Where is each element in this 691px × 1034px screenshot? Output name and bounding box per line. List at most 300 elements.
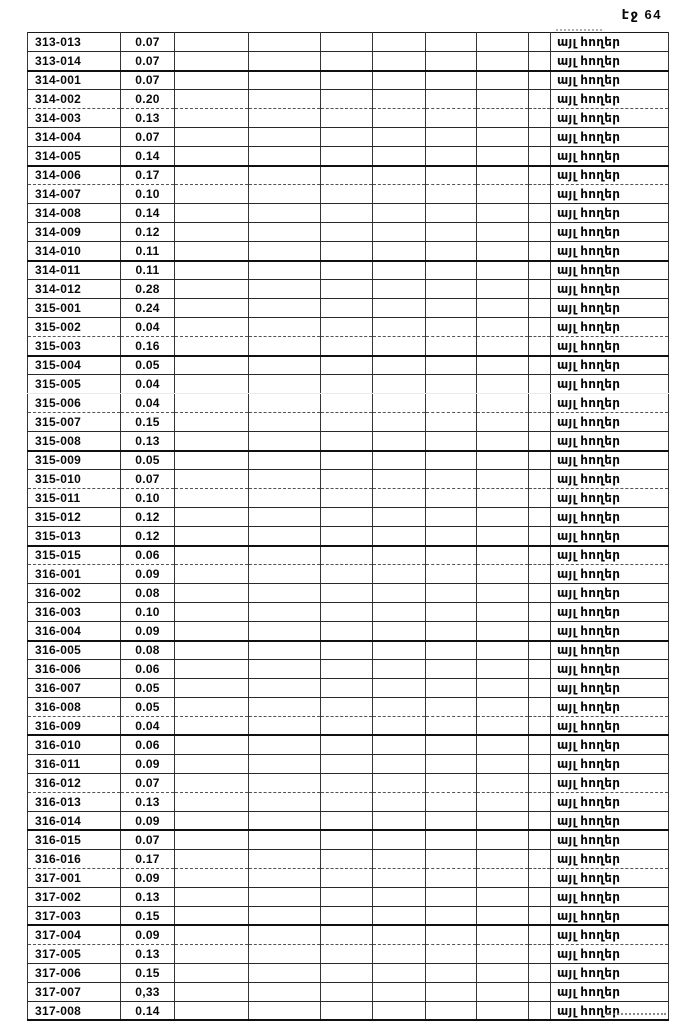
empty-cell	[373, 735, 426, 754]
empty-cell	[249, 33, 321, 52]
empty-cell	[426, 109, 477, 128]
empty-cell	[373, 755, 426, 774]
empty-cell	[249, 526, 321, 545]
empty-cell	[175, 71, 249, 90]
area-value-cell: 0.07	[121, 830, 175, 849]
empty-cell	[373, 166, 426, 185]
empty-cell	[529, 697, 551, 716]
empty-cell	[321, 412, 373, 431]
empty-cell	[175, 241, 249, 260]
empty-cell	[477, 1001, 529, 1020]
empty-cell	[249, 241, 321, 260]
table-row	[28, 166, 669, 185]
empty-cell	[529, 584, 551, 603]
empty-cell	[175, 945, 249, 964]
empty-cell	[175, 697, 249, 716]
empty-cell	[249, 51, 321, 70]
empty-cell	[426, 90, 477, 109]
area-value-cell: 0,33	[121, 982, 175, 1001]
empty-cell	[373, 546, 426, 565]
empty-cell	[373, 925, 426, 944]
land-type-cell: այլ հողեր	[551, 621, 669, 640]
empty-cell	[249, 546, 321, 565]
empty-cell	[373, 660, 426, 679]
empty-cell	[373, 470, 426, 489]
empty-cell	[321, 887, 373, 906]
area-value-cell: 0.17	[121, 850, 175, 869]
empty-cell	[529, 887, 551, 906]
empty-cell	[249, 565, 321, 584]
area-value-cell: 0.04	[121, 375, 175, 394]
empty-cell	[477, 299, 529, 318]
empty-cell	[321, 166, 373, 185]
land-type-cell: այլ հողեր	[551, 375, 669, 394]
area-value-cell: 0.20	[121, 90, 175, 109]
table-row	[28, 280, 669, 299]
empty-cell	[175, 146, 249, 165]
land-type-cell: այլ հողեր	[551, 964, 669, 983]
scan-bleed-mark	[556, 27, 602, 31]
land-type-cell: այլ հողեր	[551, 565, 669, 584]
land-type-cell: այլ հողեր	[551, 755, 669, 774]
empty-cell	[175, 774, 249, 793]
empty-cell	[175, 526, 249, 545]
land-type-cell: այլ հողեր	[551, 792, 669, 811]
empty-cell	[175, 925, 249, 944]
empty-cell	[477, 869, 529, 888]
empty-cell	[426, 830, 477, 849]
land-type-cell: այլ հողեր	[551, 869, 669, 888]
empty-cell	[529, 906, 551, 925]
empty-cell	[321, 716, 373, 735]
land-type-cell: այլ հողեր	[551, 241, 669, 260]
empty-cell	[321, 830, 373, 849]
empty-cell	[249, 641, 321, 660]
empty-cell	[529, 336, 551, 355]
area-value-cell: 0.09	[121, 621, 175, 640]
empty-cell	[477, 602, 529, 621]
table-row	[28, 109, 669, 128]
empty-cell	[477, 451, 529, 470]
empty-cell	[175, 90, 249, 109]
empty-cell	[175, 906, 249, 925]
empty-cell	[175, 641, 249, 660]
empty-cell	[249, 679, 321, 698]
parcel-id-cell: 316-009	[28, 716, 121, 735]
empty-cell	[529, 621, 551, 640]
table-row	[28, 660, 669, 679]
parcel-id-cell: 315-011	[28, 489, 121, 508]
area-value-cell: 0.14	[121, 146, 175, 165]
area-value-cell: 0.15	[121, 964, 175, 983]
empty-cell	[529, 204, 551, 223]
empty-cell	[477, 166, 529, 185]
land-type-cell: այլ հողեր	[551, 166, 669, 185]
area-value-cell: 0.05	[121, 451, 175, 470]
empty-cell	[249, 431, 321, 450]
empty-cell	[175, 507, 249, 526]
empty-cell	[175, 755, 249, 774]
table-row	[28, 261, 669, 280]
area-value-cell: 0.15	[121, 906, 175, 925]
parcel-id-cell: 314-003	[28, 109, 121, 128]
empty-cell	[529, 1001, 551, 1020]
empty-cell	[477, 317, 529, 336]
empty-cell	[175, 222, 249, 241]
empty-cell	[175, 127, 249, 146]
area-value-cell: 0.24	[121, 299, 175, 318]
empty-cell	[529, 127, 551, 146]
land-type-cell: այլ հողեր	[551, 546, 669, 565]
empty-cell	[321, 811, 373, 830]
empty-cell	[477, 222, 529, 241]
empty-cell	[321, 185, 373, 204]
empty-cell	[426, 127, 477, 146]
empty-cell	[477, 356, 529, 375]
empty-cell	[321, 507, 373, 526]
empty-cell	[321, 660, 373, 679]
empty-cell	[249, 906, 321, 925]
empty-cell	[426, 602, 477, 621]
table-row	[28, 546, 669, 565]
empty-cell	[321, 526, 373, 545]
area-value-cell: 0.11	[121, 241, 175, 260]
area-value-cell: 0.05	[121, 697, 175, 716]
table-row	[28, 336, 669, 355]
parcel-id-cell: 313-013	[28, 33, 121, 52]
parcel-id-cell: 316-006	[28, 660, 121, 679]
empty-cell	[373, 1001, 426, 1020]
empty-cell	[175, 412, 249, 431]
empty-cell	[426, 925, 477, 944]
empty-cell	[529, 716, 551, 735]
table-row	[28, 375, 669, 394]
empty-cell	[321, 1001, 373, 1020]
table-row	[28, 964, 669, 983]
empty-cell	[477, 850, 529, 869]
land-type-cell: այլ հողեր	[551, 299, 669, 318]
empty-cell	[249, 621, 321, 640]
table-row	[28, 431, 669, 450]
area-value-cell: 0.13	[121, 431, 175, 450]
empty-cell	[426, 887, 477, 906]
empty-cell	[477, 241, 529, 260]
empty-cell	[249, 982, 321, 1001]
area-value-cell: 0.13	[121, 945, 175, 964]
empty-cell	[249, 280, 321, 299]
empty-cell	[529, 830, 551, 849]
land-type-cell: այլ հողեր	[551, 222, 669, 241]
table-row	[28, 71, 669, 90]
table-row	[28, 526, 669, 545]
empty-cell	[175, 280, 249, 299]
parcel-id-cell: 316-004	[28, 621, 121, 640]
area-value-cell: 0.07	[121, 33, 175, 52]
parcel-id-cell: 316-014	[28, 811, 121, 830]
parcel-id-cell: 314-012	[28, 280, 121, 299]
parcel-id-cell: 315-006	[28, 394, 121, 413]
empty-cell	[373, 451, 426, 470]
empty-cell	[426, 51, 477, 70]
empty-cell	[477, 621, 529, 640]
table-row	[28, 222, 669, 241]
area-value-cell: 0.07	[121, 470, 175, 489]
empty-cell	[529, 869, 551, 888]
empty-cell	[175, 470, 249, 489]
empty-cell	[426, 716, 477, 735]
area-value-cell: 0.06	[121, 546, 175, 565]
scan-noise-mark	[606, 1011, 666, 1015]
area-value-cell: 0.12	[121, 222, 175, 241]
empty-cell	[373, 811, 426, 830]
empty-cell	[373, 850, 426, 869]
empty-cell	[426, 811, 477, 830]
empty-cell	[477, 431, 529, 450]
empty-cell	[321, 982, 373, 1001]
empty-cell	[426, 299, 477, 318]
area-value-cell: 0.04	[121, 317, 175, 336]
table-row	[28, 356, 669, 375]
empty-cell	[477, 697, 529, 716]
empty-cell	[321, 71, 373, 90]
empty-cell	[426, 774, 477, 793]
parcel-id-cell: 313-014	[28, 51, 121, 70]
empty-cell	[529, 546, 551, 565]
empty-cell	[175, 33, 249, 52]
land-type-cell: այլ հողեր	[551, 526, 669, 545]
land-type-cell: այլ հողեր	[551, 584, 669, 603]
table-row	[28, 146, 669, 165]
empty-cell	[249, 412, 321, 431]
empty-cell	[175, 166, 249, 185]
empty-cell	[249, 166, 321, 185]
empty-cell	[249, 925, 321, 944]
land-type-cell: այլ հողեր	[551, 204, 669, 223]
land-type-cell: այլ հողեր	[551, 811, 669, 830]
empty-cell	[426, 507, 477, 526]
empty-cell	[426, 660, 477, 679]
parcel-id-cell: 314-007	[28, 185, 121, 204]
empty-cell	[249, 222, 321, 241]
land-type-cell: այլ հողեր	[551, 317, 669, 336]
land-type-cell: այլ հողեր	[551, 507, 669, 526]
parcel-id-cell: 315-015	[28, 546, 121, 565]
table-row	[28, 906, 669, 925]
area-value-cell: 0.07	[121, 774, 175, 793]
area-value-cell: 0.08	[121, 584, 175, 603]
land-type-cell: այլ հողեր	[551, 280, 669, 299]
empty-cell	[426, 755, 477, 774]
empty-cell	[373, 982, 426, 1001]
land-type-cell: այլ հողեր	[551, 925, 669, 944]
table-row	[28, 394, 669, 413]
area-value-cell: 0.09	[121, 925, 175, 944]
land-type-cell: այլ հողեր	[551, 830, 669, 849]
empty-cell	[426, 241, 477, 260]
table-body	[28, 33, 669, 1021]
empty-cell	[249, 317, 321, 336]
empty-cell	[373, 412, 426, 431]
parcel-id-cell: 317-004	[28, 925, 121, 944]
empty-cell	[426, 317, 477, 336]
empty-cell	[321, 621, 373, 640]
empty-cell	[373, 336, 426, 355]
table-row	[28, 204, 669, 223]
empty-cell	[426, 470, 477, 489]
empty-cell	[477, 33, 529, 52]
empty-cell	[321, 90, 373, 109]
land-type-cell: այլ հողեր	[551, 127, 669, 146]
land-type-cell: այլ հողեր	[551, 431, 669, 450]
empty-cell	[529, 602, 551, 621]
empty-cell	[373, 109, 426, 128]
area-value-cell: 0.28	[121, 280, 175, 299]
land-type-cell: այլ հողեր	[551, 33, 669, 52]
parcel-id-cell: 314-005	[28, 146, 121, 165]
empty-cell	[477, 280, 529, 299]
area-value-cell: 0.09	[121, 565, 175, 584]
empty-cell	[426, 546, 477, 565]
area-value-cell: 0.12	[121, 507, 175, 526]
empty-cell	[249, 850, 321, 869]
parcel-id-cell: 315-005	[28, 375, 121, 394]
empty-cell	[373, 792, 426, 811]
empty-cell	[373, 716, 426, 735]
parcel-id-cell: 316-016	[28, 850, 121, 869]
empty-cell	[426, 584, 477, 603]
empty-cell	[373, 602, 426, 621]
empty-cell	[249, 945, 321, 964]
empty-cell	[321, 336, 373, 355]
empty-cell	[426, 375, 477, 394]
empty-cell	[175, 621, 249, 640]
empty-cell	[529, 90, 551, 109]
parcel-id-cell: 317-005	[28, 945, 121, 964]
parcel-id-cell: 314-004	[28, 127, 121, 146]
empty-cell	[477, 584, 529, 603]
empty-cell	[321, 204, 373, 223]
empty-cell	[529, 660, 551, 679]
empty-cell	[249, 375, 321, 394]
area-value-cell: 0.10	[121, 489, 175, 508]
table-row	[28, 51, 669, 70]
empty-cell	[175, 584, 249, 603]
table-row	[28, 735, 669, 754]
table-row	[28, 811, 669, 830]
empty-cell	[249, 507, 321, 526]
parcel-id-cell: 316-002	[28, 584, 121, 603]
parcel-id-cell: 316-010	[28, 735, 121, 754]
area-value-cell: 0.08	[121, 641, 175, 660]
land-parcel-table	[27, 32, 669, 1021]
empty-cell	[529, 299, 551, 318]
parcel-id-cell: 314-006	[28, 166, 121, 185]
empty-cell	[477, 51, 529, 70]
empty-cell	[321, 546, 373, 565]
empty-cell	[373, 394, 426, 413]
table-row	[28, 755, 669, 774]
parcel-id-cell: 315-002	[28, 317, 121, 336]
empty-cell	[321, 33, 373, 52]
empty-cell	[175, 811, 249, 830]
land-type-cell: այլ հողեր	[551, 356, 669, 375]
empty-cell	[175, 660, 249, 679]
table-row	[28, 565, 669, 584]
empty-cell	[321, 470, 373, 489]
empty-cell	[477, 735, 529, 754]
empty-cell	[477, 546, 529, 565]
empty-cell	[477, 792, 529, 811]
empty-cell	[373, 33, 426, 52]
empty-cell	[426, 697, 477, 716]
land-type-cell: այլ հողեր	[551, 185, 669, 204]
empty-cell	[477, 906, 529, 925]
empty-cell	[321, 241, 373, 260]
parcel-id-cell: 317-002	[28, 887, 121, 906]
empty-cell	[249, 90, 321, 109]
table-row	[28, 317, 669, 336]
empty-cell	[175, 546, 249, 565]
empty-cell	[529, 526, 551, 545]
empty-cell	[175, 716, 249, 735]
land-type-cell: այլ հողեր	[551, 90, 669, 109]
empty-cell	[426, 394, 477, 413]
empty-cell	[175, 185, 249, 204]
area-value-cell: 0.07	[121, 127, 175, 146]
empty-cell	[373, 887, 426, 906]
empty-cell	[373, 261, 426, 280]
empty-cell	[373, 489, 426, 508]
empty-cell	[529, 261, 551, 280]
empty-cell	[426, 679, 477, 698]
empty-cell	[321, 394, 373, 413]
empty-cell	[321, 451, 373, 470]
empty-cell	[373, 280, 426, 299]
land-type-cell: այլ հողեր	[551, 602, 669, 621]
empty-cell	[477, 526, 529, 545]
parcel-id-cell: 315-001	[28, 299, 121, 318]
empty-cell	[426, 565, 477, 584]
empty-cell	[175, 204, 249, 223]
parcel-id-cell: 314-008	[28, 204, 121, 223]
empty-cell	[529, 394, 551, 413]
empty-cell	[249, 204, 321, 223]
empty-cell	[321, 222, 373, 241]
land-type-cell: այլ հողեր	[551, 51, 669, 70]
empty-cell	[426, 412, 477, 431]
empty-cell	[477, 964, 529, 983]
empty-cell	[426, 204, 477, 223]
area-value-cell: 0.13	[121, 792, 175, 811]
parcel-id-cell: 315-010	[28, 470, 121, 489]
table-row	[28, 33, 669, 52]
parcel-id-cell: 317-003	[28, 906, 121, 925]
land-type-cell: այլ հողեր	[551, 146, 669, 165]
empty-cell	[175, 109, 249, 128]
empty-cell	[477, 204, 529, 223]
empty-cell	[249, 887, 321, 906]
table-row	[28, 641, 669, 660]
parcel-id-cell: 316-001	[28, 565, 121, 584]
empty-cell	[426, 735, 477, 754]
empty-cell	[477, 185, 529, 204]
empty-cell	[477, 470, 529, 489]
empty-cell	[249, 584, 321, 603]
empty-cell	[249, 127, 321, 146]
empty-cell	[249, 451, 321, 470]
empty-cell	[529, 412, 551, 431]
land-type-cell: այլ հողեր	[551, 982, 669, 1001]
